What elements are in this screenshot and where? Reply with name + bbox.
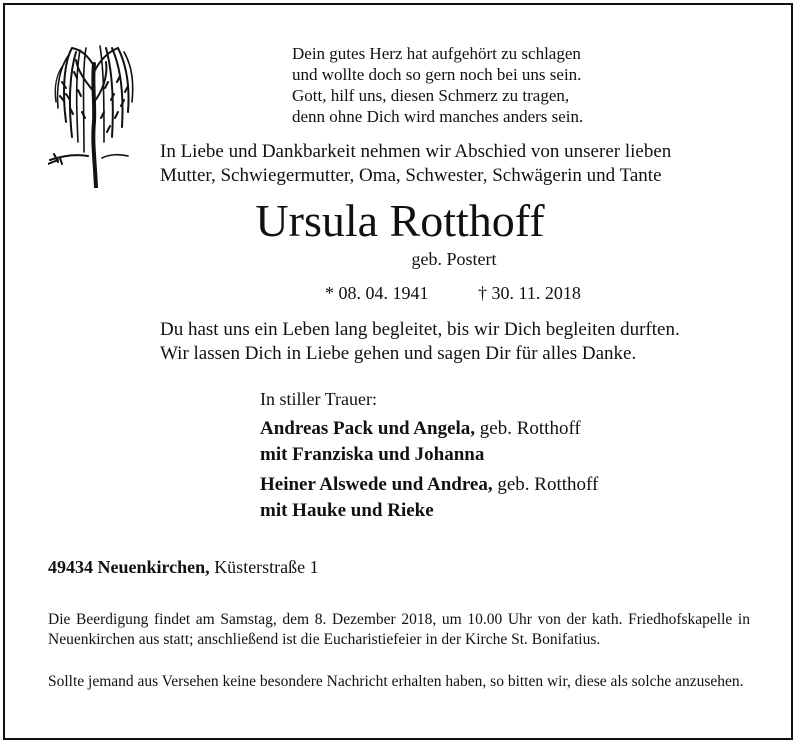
intro-line: Mutter, Schwiegermutter, Oma, Schwester, Schwägerin und Tante bbox=[160, 165, 662, 186]
verse-text bbox=[160, 318, 680, 366]
weeping-willow-icon bbox=[48, 42, 140, 188]
verse-line: Wir lassen Dich in Liebe gehen und sagen Dir für alles Danke. bbox=[160, 343, 637, 364]
intro-text bbox=[160, 140, 671, 188]
address-street: Küsterstraße 1 bbox=[209, 557, 319, 577]
poem-line: Gott, hilf uns, diesen Schmerz zu tragen, bbox=[292, 86, 570, 105]
intro-line: In Liebe und Dankbarkeit nehmen wir Abschied von unserer lieben bbox=[160, 141, 672, 162]
mourner-group bbox=[260, 416, 598, 468]
mourning-heading: In stiller Trauer: bbox=[260, 389, 377, 409]
address-city: 49434 Neuenkirchen, bbox=[48, 557, 210, 577]
poem-line: und wollte doch so gern noch bei uns sein. bbox=[292, 65, 582, 84]
mourner-suffix: geb. Rotthoff bbox=[492, 474, 599, 495]
deceased-name: Ursula Rotthoff bbox=[255, 195, 545, 246]
poem-line: Dein gutes Herz hat aufgehört zu schlagen bbox=[292, 44, 581, 63]
notification-note: Sollte jemand aus Versehen keine besondere Nachricht erhalten haben, so bitten wir, diese als solche anzusehen. bbox=[48, 673, 744, 690]
birth-date: * 08. 04. 1941 bbox=[325, 283, 429, 303]
mourner-names: Heiner Alswede und Andrea, bbox=[260, 474, 493, 495]
birth-name: geb. Postert bbox=[411, 249, 497, 269]
mourner-children: mit Franziska und Johanna bbox=[260, 444, 485, 465]
verse-line: Du hast uns ein Leben lang begleitet, bis wir Dich begleiten durften. bbox=[160, 319, 680, 340]
mourners-list bbox=[260, 416, 598, 528]
death-date: † 30. 11. 2018 bbox=[478, 283, 581, 303]
poem-block bbox=[292, 43, 583, 127]
mourner-children: mit Hauke und Rieke bbox=[260, 500, 434, 521]
mourner-suffix: geb. Rotthoff bbox=[475, 418, 581, 439]
poem-line: denn ohne Dich wird manches anders sein. bbox=[292, 107, 584, 126]
funeral-note: Die Beerdigung findet am Samstag, dem 8. Dezember 2018, um 10.00 Uhr von der kath. Friedhofskapelle in Neuenkirchen aus statt; anschließend ist die Eucharistiefeier in der Kirche St. Bonifatius. bbox=[48, 611, 750, 648]
address bbox=[48, 556, 319, 578]
mourner-group bbox=[260, 472, 598, 524]
mourner-names: Andreas Pack und Angela, bbox=[260, 418, 476, 439]
